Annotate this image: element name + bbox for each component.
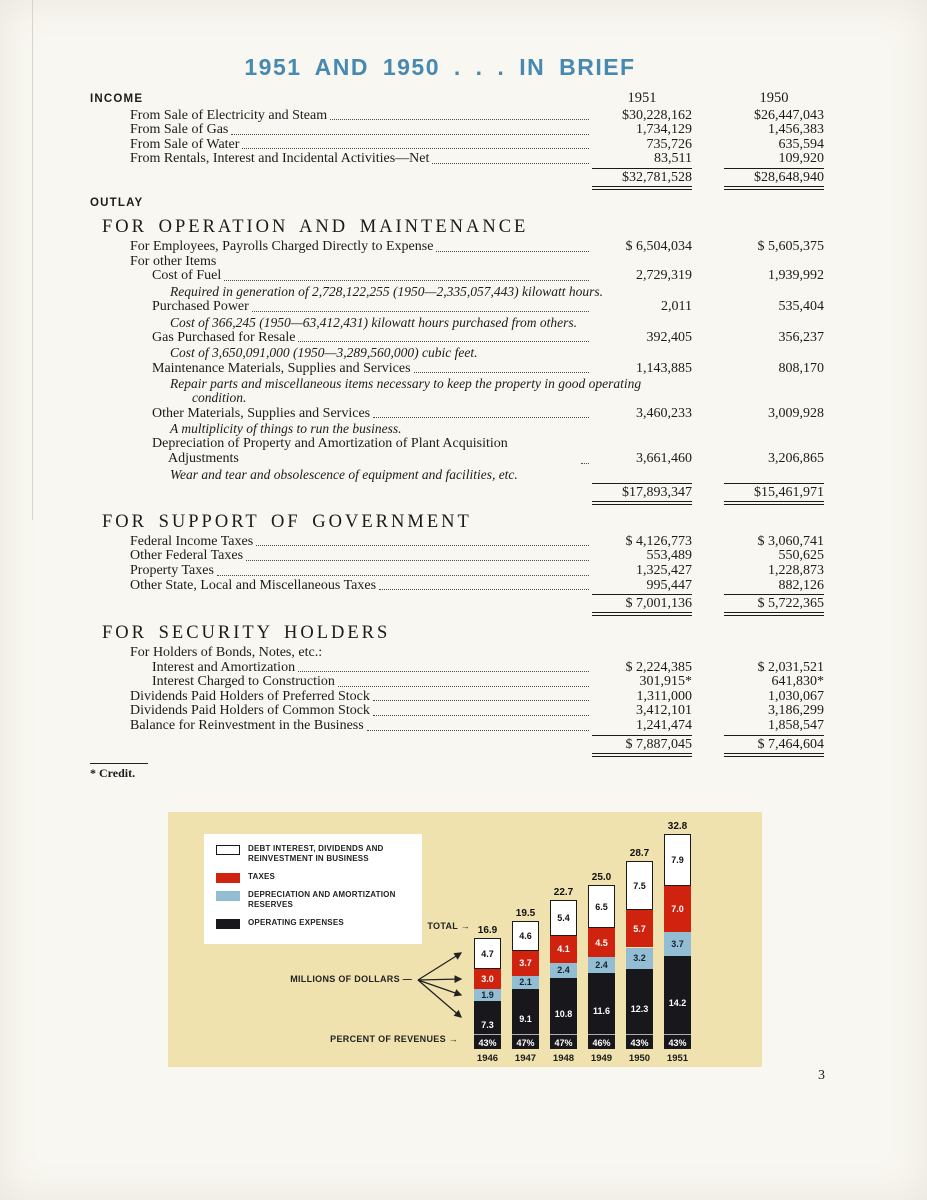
table-row: [90, 407, 824, 422]
millions-annotation: MILLIONS OF DOLLARS —: [290, 974, 412, 984]
row-label: Other Federal Taxes: [130, 548, 244, 564]
segment-value: 7.0: [671, 903, 684, 914]
table-row: [90, 138, 824, 153]
section-label: OUTLAY: [90, 196, 144, 209]
bar-segment: [626, 861, 653, 910]
year-label: 1948: [552, 1053, 575, 1064]
dotted-leader: [330, 119, 589, 120]
legend-label: TAXES: [248, 871, 276, 881]
section-header: FOR OPERATION AND MAINTENANCE: [102, 216, 529, 237]
arrow-right-icon: →: [445, 1034, 458, 1044]
column-header-1951: 1951: [627, 90, 657, 106]
dotted-leader: [373, 417, 589, 418]
financial-table: [90, 91, 824, 757]
value-1951: $ 4,126,773: [625, 533, 692, 549]
table-row: [90, 437, 824, 466]
table-row: [90, 704, 824, 719]
table-row: [90, 690, 824, 705]
value-1951: 1,325,427: [636, 562, 692, 578]
segment-value: 11.6: [592, 1006, 611, 1016]
row-label: Purchased Power: [152, 298, 249, 314]
row-label: Other State, Local and Miscellaneous Taxes: [130, 577, 377, 593]
dotted-leader: [373, 700, 589, 701]
table-row: [90, 579, 824, 594]
total-1951: $32,781,528: [592, 168, 692, 190]
bar-total: 16.9: [477, 925, 498, 937]
row-label: Interest and Amortization: [152, 659, 296, 675]
bar-segment: [474, 938, 501, 969]
segment-value: 1.9: [481, 989, 494, 1000]
dotted-leader: [231, 134, 589, 135]
value-1951: $ 6,504,034: [625, 238, 692, 254]
bar-segment: [512, 921, 539, 951]
table-row: [90, 661, 824, 676]
value-1950: 1,858,547: [768, 718, 824, 734]
dotted-leader: [298, 671, 589, 672]
legend-label: OPERATING EXPENSES: [248, 917, 344, 927]
row-label: Federal Income Taxes: [130, 533, 254, 549]
dotted-leader: [373, 715, 589, 716]
legend-label: DEBT INTEREST, DIVIDENDS AND REINVESTMENT IN BUSINESS: [248, 844, 384, 864]
value-1950: 3,186,299: [768, 703, 824, 719]
table-row: For other Items: [130, 253, 217, 269]
dotted-leader: [242, 148, 589, 149]
segment-value: 3.7: [671, 938, 684, 949]
segment-value: 7.5: [633, 880, 646, 891]
total-1951: $17,893,347: [592, 483, 692, 505]
row-label: Interest Charged to Construction: [152, 674, 335, 690]
value-1950: 356,237: [778, 329, 824, 345]
value-1950: 808,170: [778, 360, 824, 376]
value-1951: 2,729,319: [636, 268, 692, 284]
value-1951: 1,241,474: [636, 718, 692, 734]
page-number: 3: [818, 1068, 825, 1083]
value-1951: $ 2,224,385: [625, 659, 692, 675]
table-row: [90, 535, 824, 550]
row-label: Other Materials, Supplies and Services: [152, 405, 371, 421]
section-header: FOR SUPPORT OF GOVERNMENT: [102, 511, 472, 532]
table-row: [90, 719, 824, 734]
dotted-leader: [224, 280, 589, 281]
dotted-leader: [298, 341, 589, 342]
bar-segment: [588, 928, 615, 958]
segment-value: 5.7: [633, 923, 646, 934]
value-1951: 3,661,460: [636, 450, 692, 466]
segment-value: 9.1: [519, 1014, 532, 1025]
bar-segment: [474, 969, 501, 989]
table-row: For Holders of Bonds, Notes, etc.:: [130, 645, 323, 661]
segment-value: 6.5: [595, 901, 608, 912]
segment-value: 3.2: [633, 953, 646, 963]
table-row: [90, 152, 824, 167]
table-row: [90, 300, 824, 315]
row-label: Dividends Paid Holders of Preferred Stock: [130, 688, 370, 704]
bar-total: 22.7: [553, 887, 574, 899]
table-row: [90, 269, 824, 284]
total-1950: $15,461,971: [724, 483, 824, 505]
table-note: Cost of 366,245 (1950—63,412,431) kilowatt hours purchased from others.: [170, 314, 578, 330]
total-row: [90, 483, 824, 505]
legend-label: DEPRECIATION AND AMORTIZATION RESERVES: [248, 889, 396, 910]
dotted-leader: [338, 686, 589, 687]
value-1950: $ 3,060,741: [757, 533, 824, 549]
column-header-1950: 1950: [759, 90, 789, 106]
section-header: FOR SECURITY HOLDERS: [102, 623, 391, 644]
percent-of-revenues: 47%: [550, 1034, 577, 1050]
total-1950: $ 5,722,365: [724, 594, 824, 616]
bar-segment: [664, 932, 691, 956]
bar-segment: [474, 989, 501, 1001]
dotted-leader: [367, 730, 589, 731]
row-label: Property Taxes: [130, 562, 214, 578]
arrow-right-icon: →: [457, 921, 470, 931]
year-label: 1947: [514, 1053, 537, 1064]
bar-1949: [588, 812, 615, 1067]
row-label: From Rentals, Interest and Incidental Activities—Net: [130, 151, 430, 167]
total-annotation: TOTAL →: [427, 921, 470, 931]
chart-panel: [168, 812, 762, 1067]
value-1950: 882,126: [778, 577, 824, 593]
value-1951: 392,405: [646, 329, 692, 345]
dotted-leader: [252, 311, 589, 312]
value-1950: 550,625: [778, 548, 824, 564]
bar-total: 32.8: [667, 821, 688, 833]
table-note: Repair parts and miscellaneous items necessary to keep the property in good operating condition.: [170, 376, 642, 406]
dotted-leader: [581, 463, 589, 464]
dotted-leader: [217, 575, 589, 576]
segment-value: 5.4: [557, 912, 570, 923]
row-label: Maintenance Materials, Supplies and Services: [152, 360, 411, 376]
section-label-income: INCOME: [90, 92, 144, 105]
dotted-leader: [246, 560, 589, 561]
bar-total: 19.5: [515, 908, 536, 920]
value-1950: $26,447,043: [754, 107, 824, 123]
dash-icon: —: [399, 974, 412, 984]
value-1950: 535,404: [778, 298, 824, 314]
segment-value: 14.2: [668, 997, 687, 1008]
row-label: From Sale of Water: [130, 136, 240, 152]
segment-value: 10.8: [554, 1008, 573, 1019]
footnote-text: * Credit.: [90, 765, 136, 780]
row-label: From Sale of Gas: [130, 122, 229, 138]
table-header-row: [90, 91, 824, 106]
bar-segment: [550, 963, 577, 979]
value-1950: 1,456,383: [768, 122, 824, 138]
page-content: [90, 54, 824, 781]
table-row: [90, 549, 824, 564]
dotted-leader: [436, 251, 589, 252]
value-1951: 995,447: [646, 577, 692, 593]
table-note: Wear and tear and obsolescence of equipment and facilities, etc.: [170, 466, 518, 482]
page-title: 1951 AND 1950 . . . IN BRIEF: [244, 54, 636, 80]
row-label: Balance for Reinvestment in the Business: [130, 718, 364, 734]
table-note: Cost of 3,650,091,000 (1950—3,289,560,000) cubic feet.: [170, 345, 478, 361]
segment-value: 7.3: [481, 1020, 494, 1031]
bar-segment: [512, 951, 539, 975]
row-label: Cost of Fuel: [152, 268, 222, 284]
dotted-leader: [432, 163, 589, 164]
value-1951: 2,011: [661, 298, 692, 314]
total-1950: $28,648,940: [724, 168, 824, 190]
value-1950: $ 5,605,375: [757, 238, 824, 254]
dotted-leader: [379, 589, 589, 590]
bar-segment: [626, 910, 653, 947]
value-1951: 3,412,101: [636, 703, 692, 719]
year-label: 1951: [666, 1053, 689, 1064]
table-row: [90, 123, 824, 138]
bar-segment: [588, 885, 615, 928]
table-row: [90, 331, 824, 346]
value-1950: 1,228,873: [768, 562, 824, 578]
bar-total: 25.0: [591, 872, 612, 884]
percent-of-revenues: 46%: [588, 1034, 615, 1050]
segment-value: 4.6: [519, 931, 532, 942]
bar-1951: [664, 812, 691, 1067]
percent-of-revenues: 43%: [664, 1034, 691, 1050]
percent-of-revenues: 47%: [512, 1034, 539, 1050]
year-label: 1949: [590, 1053, 613, 1064]
dotted-leader: [414, 372, 589, 373]
segment-value: 3.0: [481, 973, 494, 984]
total-row: [90, 168, 824, 190]
bar-segment: [588, 957, 615, 973]
table-row: [90, 675, 824, 690]
percent-annotation: PERCENT OF REVENUES →: [330, 1034, 458, 1044]
table-row: [90, 109, 824, 124]
row-label: Dividends Paid Holders of Common Stock: [130, 703, 370, 719]
bar-segment: [550, 900, 577, 935]
segment-value: 4.7: [481, 948, 494, 959]
table-note: A multiplicity of things to run the business.: [170, 421, 402, 437]
chart-bars: [168, 812, 762, 1067]
value-1951: 83,511: [654, 151, 692, 167]
table-row: [90, 240, 824, 255]
segment-value: 4.5: [595, 937, 608, 948]
footnote: [90, 763, 824, 781]
segment-value: 4.1: [557, 944, 570, 955]
percent-of-revenues: 43%: [626, 1034, 653, 1050]
table-row: [90, 362, 824, 377]
value-1950: $ 2,031,521: [757, 659, 824, 675]
bar-segment: [512, 976, 539, 990]
bar-1948: [550, 812, 577, 1067]
row-label: For Employees, Payrolls Charged Directly to Expense: [130, 238, 434, 254]
total-row: [90, 735, 824, 757]
segment-value: 12.3: [630, 1003, 649, 1014]
value-1950: 635,594: [778, 136, 824, 152]
bar-1946: [474, 812, 501, 1067]
value-1951: 1,143,885: [636, 360, 692, 376]
percent-of-revenues: 43%: [474, 1034, 501, 1050]
bar-1950: [626, 812, 653, 1067]
segment-value: 2.1: [519, 977, 532, 988]
year-label: 1946: [476, 1053, 499, 1064]
row-label: Gas Purchased for Resale: [152, 329, 296, 345]
value-1950: 1,939,992: [768, 268, 824, 284]
value-1950: 3,206,865: [768, 450, 824, 466]
footnote-rule: [90, 763, 148, 764]
value-1951: $30,228,162: [622, 107, 692, 123]
value-1951: 1,311,000: [636, 688, 692, 704]
scan-edge: [32, 0, 33, 520]
value-1950: 641,830*: [771, 674, 824, 690]
table-note: Required in generation of 2,728,122,255 (1950—2,335,057,443) kilowatt hours.: [170, 283, 603, 299]
bar-1947: [512, 812, 539, 1067]
value-1950: 109,920: [778, 151, 824, 167]
segment-value: 7.9: [671, 855, 684, 866]
value-1951: 735,726: [646, 136, 692, 152]
row-label: From Sale of Electricity and Steam: [130, 107, 328, 123]
total-1951: $ 7,887,045: [592, 735, 692, 757]
value-1950: 1,030,067: [768, 688, 824, 704]
value-1950: 3,009,928: [768, 405, 824, 421]
row-label: Depreciation of Property and Amortization of Plant Acquisition Adjustments: [152, 436, 508, 466]
total-1950: $ 7,464,604: [724, 735, 824, 757]
bar-segment: [664, 886, 691, 932]
bar-segment: [664, 834, 691, 886]
dotted-leader: [256, 545, 589, 546]
total-row: [90, 594, 824, 616]
year-label: 1950: [628, 1053, 651, 1064]
value-1951: 301,915*: [639, 674, 692, 690]
total-1951: $ 7,001,136: [592, 594, 692, 616]
segment-value: 3.7: [519, 958, 532, 969]
segment-value: 2.4: [595, 960, 608, 971]
segment-value: 2.4: [557, 965, 570, 976]
value-1951: 553,489: [646, 548, 692, 564]
value-1951: 1,734,129: [636, 122, 692, 138]
bar-segment: [550, 936, 577, 963]
table-row: [90, 564, 824, 579]
table-rows: [90, 109, 824, 757]
bar-total: 28.7: [629, 848, 650, 859]
bar-segment: [626, 948, 653, 969]
value-1951: 3,460,233: [636, 405, 692, 421]
